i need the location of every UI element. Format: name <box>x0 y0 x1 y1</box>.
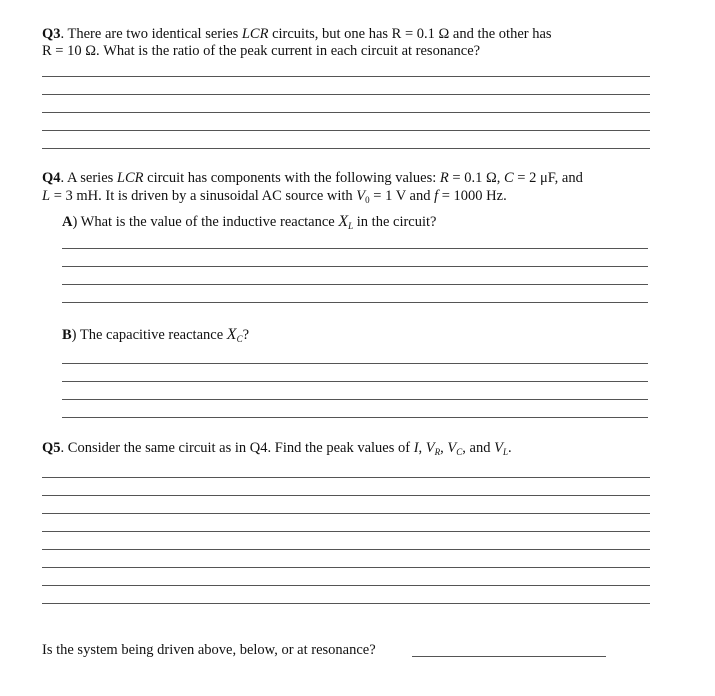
final-answer-line[interactable] <box>412 656 606 657</box>
q5-sep-1: , <box>418 440 426 456</box>
q4-part-a-end: in the circuit? <box>353 214 437 230</box>
q5-answer-line-2[interactable] <box>42 495 650 496</box>
q5-end: . <box>507 440 512 456</box>
q5-label: Q5 <box>42 440 61 456</box>
q4-part-a <box>62 213 436 235</box>
q5-text: . Consider the same circuit as in Q4. Find the peak values of <box>60 440 414 456</box>
q4b-answer-line-3[interactable] <box>62 399 648 400</box>
q3-label: Q3 <box>42 26 61 42</box>
q4-part-b <box>62 326 249 348</box>
q5-i-symbol: I <box>413 440 419 456</box>
q4-xl-symbol: X <box>338 213 349 230</box>
q4a-answer-line-3[interactable] <box>62 284 648 285</box>
q4-part-b-end: ? <box>242 327 250 343</box>
q5-answer-line-8[interactable] <box>42 603 650 604</box>
q4-l-symbol: L <box>42 188 51 204</box>
q5-vr-symbol: V <box>425 440 435 456</box>
q5-answer-line-7[interactable] <box>42 585 650 586</box>
q4-xc-subscript: C <box>236 334 243 344</box>
q4-f-value: = 1000 Hz. <box>438 188 507 204</box>
q3-lcr: LCR <box>241 26 269 42</box>
q4-line2 <box>42 188 507 209</box>
q4-part-a-text: ) What is the value of the inductive reactance <box>72 214 339 230</box>
q5-answer-line-1[interactable] <box>42 477 650 478</box>
q5-vc-symbol: V <box>447 440 457 456</box>
q3-answer-line-2[interactable] <box>42 94 650 95</box>
final-question: Is the system being driven above, below, or at resonance? <box>42 642 376 658</box>
q4-c-symbol: C <box>503 170 514 186</box>
q5-vl-subscript: L <box>502 447 508 457</box>
q5-answer-line-6[interactable] <box>42 567 650 568</box>
q4-r-value: = 0.1 Ω, <box>448 170 504 186</box>
q5-sep-2: , <box>440 440 448 456</box>
q3-answer-line-1[interactable] <box>42 76 650 77</box>
q5-vl-symbol: V <box>494 440 503 456</box>
q4-c-value: = 2 μF, and <box>513 170 583 186</box>
q4-v-symbol: V <box>356 188 366 204</box>
q4-r-symbol: R <box>439 170 449 186</box>
q4-text-b: circuit has components with the following values: <box>143 170 440 186</box>
q4-line1 <box>42 170 583 187</box>
q5-vc-subscript: C <box>456 447 463 457</box>
q4-xc-symbol: X <box>226 326 237 343</box>
q3-answer-line-4[interactable] <box>42 130 650 131</box>
q4-text-a: . A series <box>60 170 117 186</box>
q4b-answer-line-4[interactable] <box>62 417 648 418</box>
q5-sep-3: , and <box>462 440 495 456</box>
q4a-answer-line-1[interactable] <box>62 248 648 249</box>
q4-f-symbol: f <box>434 188 439 204</box>
q3-answer-line-3[interactable] <box>42 112 650 113</box>
q4a-answer-line-4[interactable] <box>62 302 648 303</box>
q4-part-a-label: A <box>62 214 73 230</box>
q3-line1 <box>42 26 552 43</box>
q4-label: Q4 <box>42 170 61 186</box>
q3-text-b: circuits, but one has R = 0.1 Ω and the other has <box>268 26 552 42</box>
q3-text-a: . There are two identical series <box>60 26 242 42</box>
q5-vr-subscript: R <box>434 447 441 457</box>
q4b-answer-line-2[interactable] <box>62 381 648 382</box>
q4-v-subscript: 0 <box>365 195 370 205</box>
q4-xl-subscript: L <box>348 221 354 231</box>
q5-line <box>42 440 512 461</box>
q4-part-b-text: ) The capacitive reactance <box>71 327 227 343</box>
q5-answer-line-3[interactable] <box>42 513 650 514</box>
q4-part-b-label: B <box>62 327 72 343</box>
q5-answer-line-5[interactable] <box>42 549 650 550</box>
q4-v-value: = 1 V and <box>369 188 435 204</box>
q5-answer-line-4[interactable] <box>42 531 650 532</box>
q3-answer-line-5[interactable] <box>42 148 650 149</box>
q4b-answer-line-1[interactable] <box>62 363 648 364</box>
q4-lcr: LCR <box>116 170 144 186</box>
q4a-answer-line-2[interactable] <box>62 266 648 267</box>
q3-line2: R = 10 Ω. What is the ratio of the peak current in each circuit at resonance? <box>42 43 481 59</box>
q4-l-value: = 3 mH. It is driven by a sinusoidal AC source with <box>50 188 357 204</box>
